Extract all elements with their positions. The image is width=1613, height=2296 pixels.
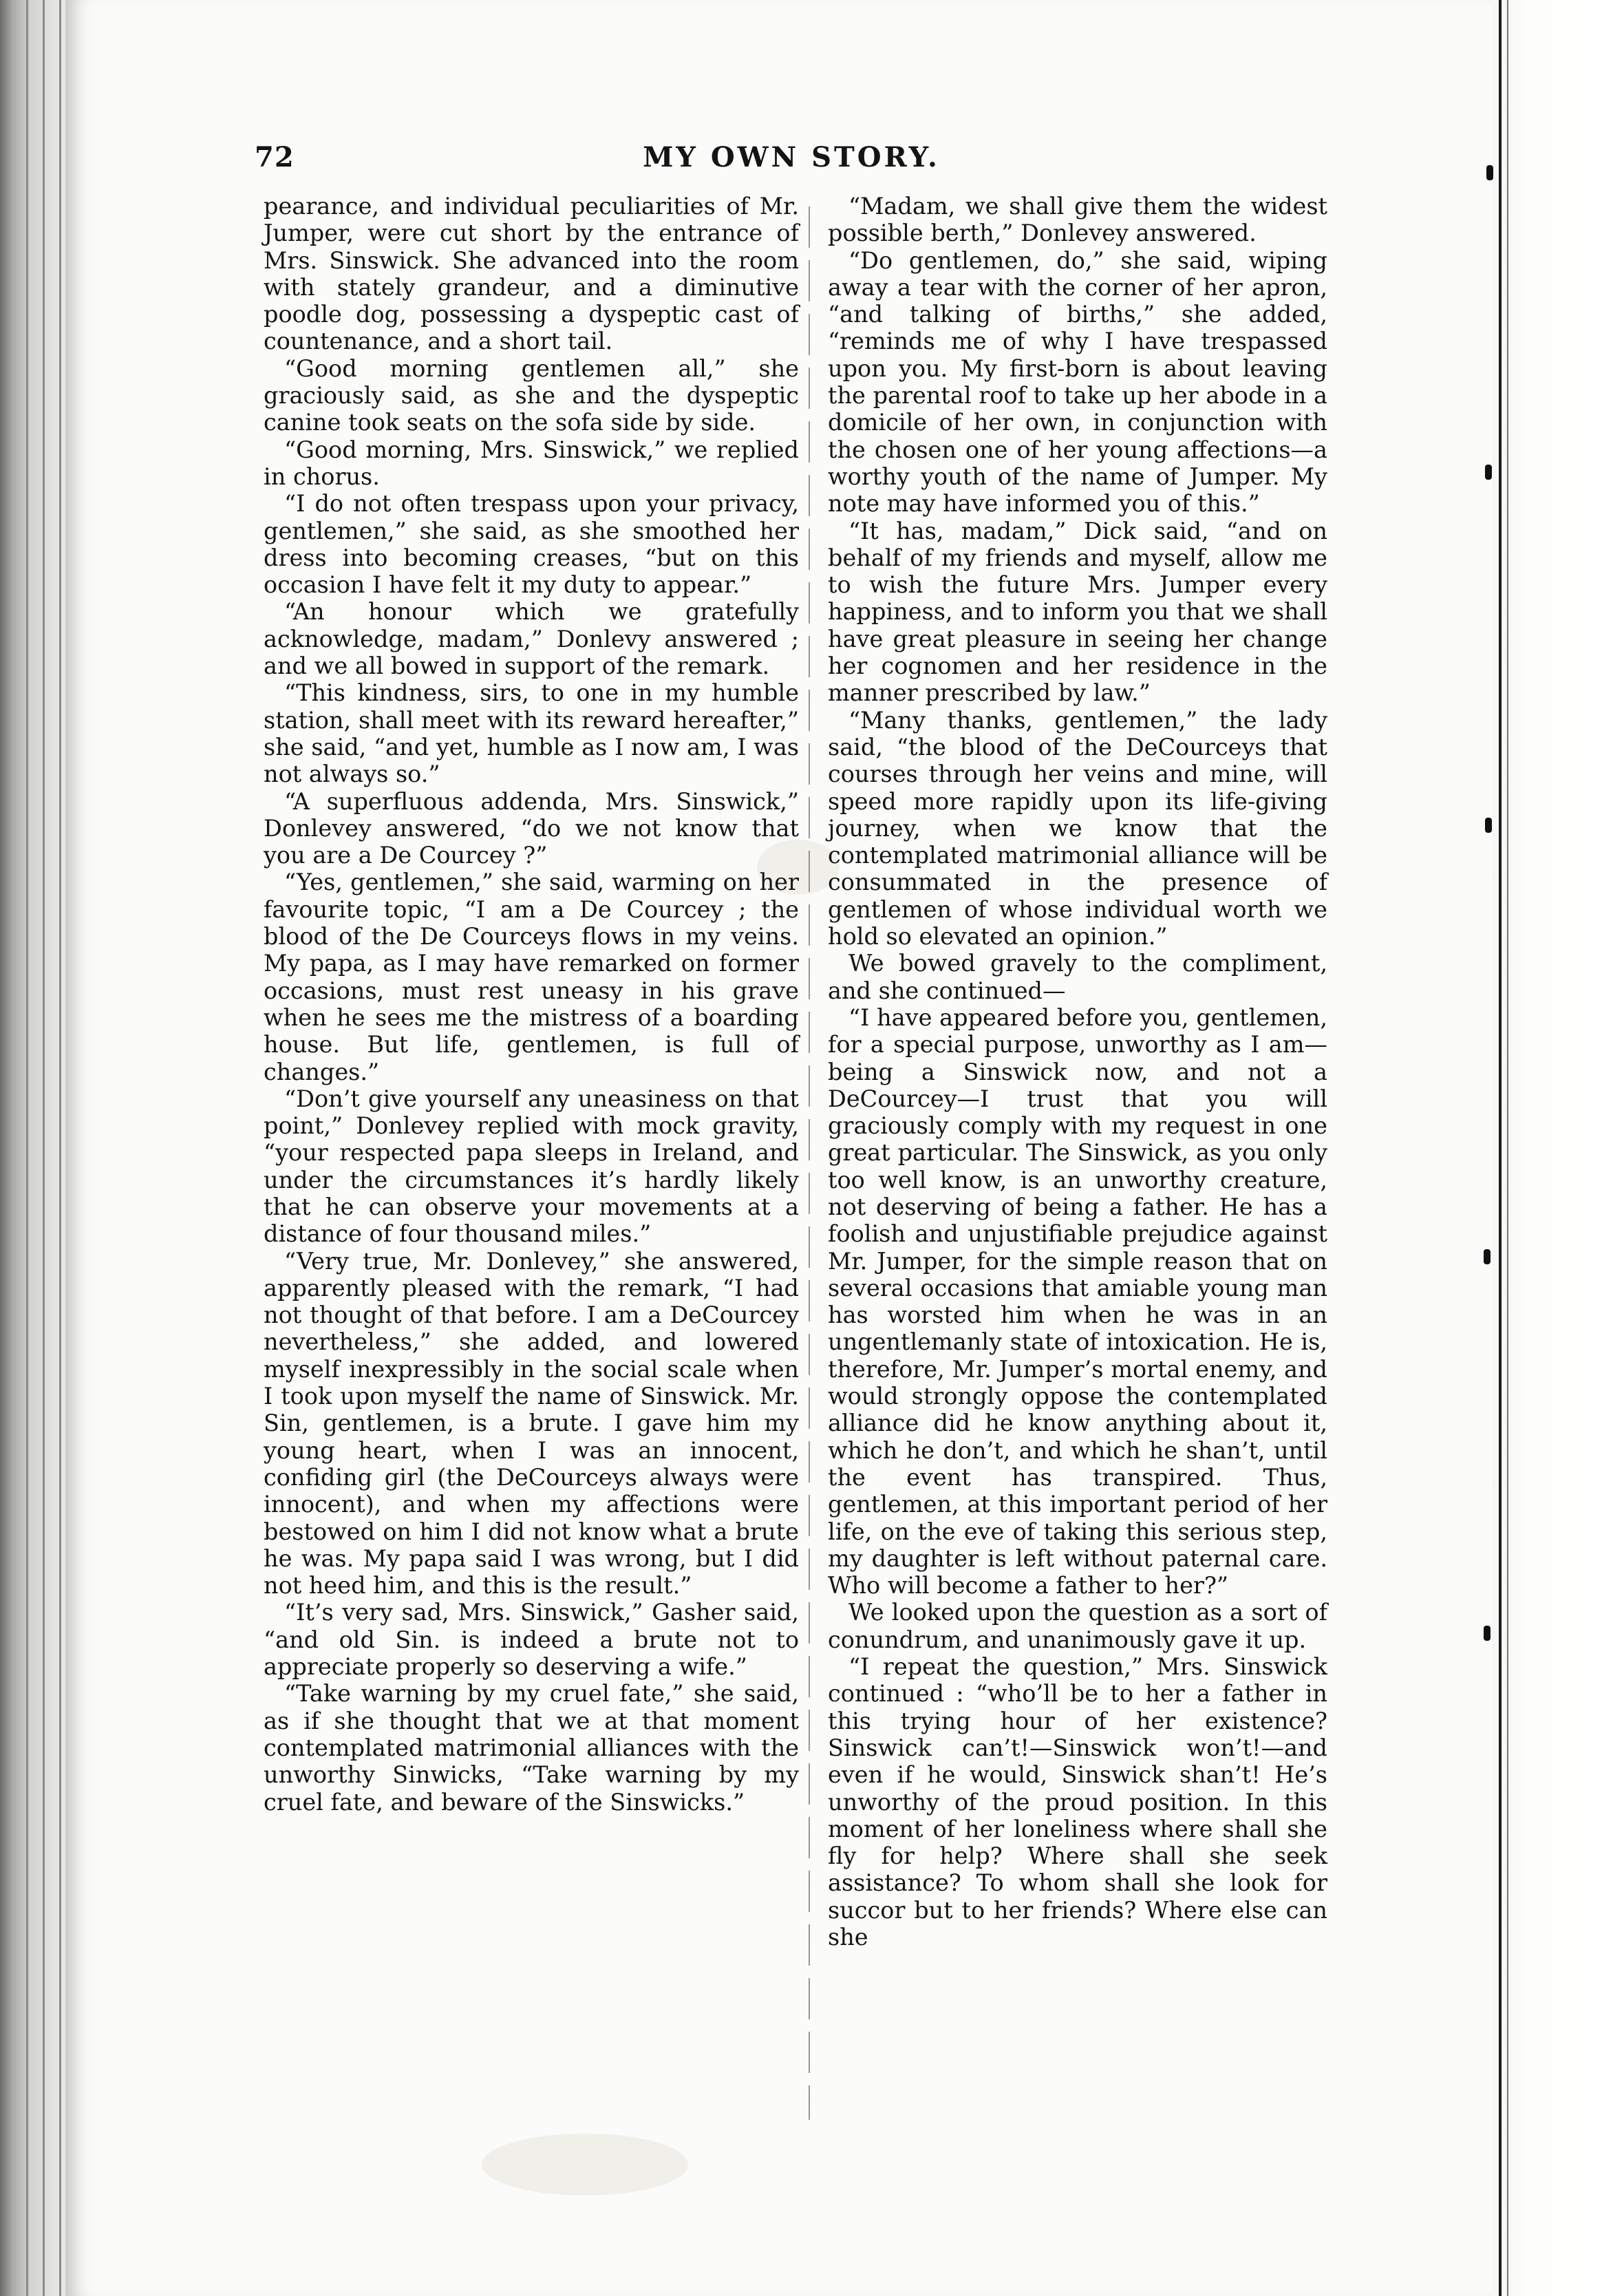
paragraph: “I have appeared before you, gentlemen, for a special purpose, unworthy as I am—being a Sinswick now, and not a DeCourcey—I trust that you will graciously comply with my request in one great particular. The Sinswick, as you only too well know, is an unworthy creature, not deserving of being a father. He has a foolish and unjustifiable prejudice against Mr. Jumper, for the simple reason that on several occasions that amiable young man has worsted him when he was in an ungentlemanly state of intoxication. He is, therefore, Mr. Jumper’s mortal enemy, and would strongly oppose the contemplated alliance did he know anything about it, which he don’t, and which he shan’t, until the event has transpired. Thus, gentlemen, at this important period of her life, on the eve of taking this serious step, my daughter is left without paternal care. Who will become a father to her?” [828, 1003, 1327, 1599]
edge-mark [1485, 465, 1492, 480]
paragraph: “It has, madam,” Dick said, “and on behalf of my friends and myself, allow me to wish the future Mrs. Jumper every happiness, and to inform you that we shall have great pleasure in seeing her change her cognomen and her residence in the manner prescribed by law.” [828, 517, 1327, 707]
paragraph: “Very true, Mr. Donlevey,” she answered, apparently pleased with the remark, “I had not thought of that before. I am a DeCourcey nevertheless,” she added, and lowered myself inexpressibly in the social scale when I took upon myself the name of Sinswick. Mr. Sin, gentlemen, is a brute. I gave him my young heart, when I was an innocent, confiding girl (the DeCourceys always were innocent), and when my affections were bestowed on him I did not know what a brute he was. My papa said I was wrong, but I did not heed him, and this is the result.” [264, 1247, 799, 1599]
page-stain [482, 2134, 688, 2196]
page-number: 72 [255, 141, 295, 173]
paragraph: “Good morning, Mrs. Sinswick,” we replied in chorus. [264, 436, 799, 490]
right-text-column [828, 193, 1327, 1950]
spine-line [43, 0, 45, 2296]
paragraph: “Take warning by my cruel fate,” she said, as if she thought that we at that moment contemplated matrimonial alliances with the unworthy Sinwicks, “Take warning by my cruel fate, and beware of the Sinswicks.” [264, 1680, 799, 1816]
paragraph: We looked upon the question as a sort of conundrum, and unanimously gave it up. [828, 1599, 1327, 1653]
paragraph: “This kindness, sirs, to one in my humble station, shall meet with its reward hereafter,” she said, “and yet, humble as I now am, I was not always so.” [264, 679, 799, 788]
paragraph: pearance, and individual peculiarities of Mr. Jumper, were cut short by the entrance of Mrs. Sinswick. She advanced into the room with stately grandeur, and a diminutive poodle dog, possessing a dyspeptic cast of countenance, and a short tail. [264, 193, 799, 355]
paragraph: “An honour which we gratefully acknowledge, madam,” Donlevy answered ; and we all bowed in support of the remark. [264, 598, 799, 680]
edge-mark [1485, 818, 1492, 833]
edge-mark [1484, 1249, 1491, 1264]
spine-line [26, 0, 28, 2296]
paragraph: “Good morning gentlemen all,” she graciously said, as she and the dyspeptic canine took seats on the sofa side by side. [264, 354, 799, 436]
paragraph: “I repeat the question,” Mrs. Sinswick continued : “who’ll be to her a father in this trying hour of her existence? Sinswick can’t!—Sinswick won’t!—and even if he would, Sinswick shan’t! He’s unworthy of the proud position. In this moment of her loneliness where shall she fly for help? Where shall she seek assistance? To whom shall she look for succor but to her friends? Where else can she [828, 1653, 1327, 1950]
left-text-column [264, 193, 799, 1816]
paragraph: “Don’t give yourself any uneasiness on that point,” Donlevey replied with mock gravity, “your respected papa sleeps in Ireland, and under the circumstances it’s hardly likely that he can observe your movements at a distance of four thousand miles.” [264, 1085, 799, 1248]
paragraph: “I do not often trespass upon your privacy, gentlemen,” she said, as she smoothed her dress into becoming creases, “but on this occasion I have felt it my duty to appear.” [264, 490, 799, 599]
column-divider [809, 206, 810, 2120]
paragraph: “A superfluous addenda, Mrs. Sinswick,” Donlevey answered, “do we not know that you are a De Courcey ?” [264, 787, 799, 869]
running-head [255, 141, 1328, 182]
page-edge [1492, 0, 1613, 2296]
edge-mark [1484, 1626, 1491, 1641]
page-edge-rule [1507, 0, 1508, 2296]
page-edge-rule [1499, 0, 1502, 2296]
paragraph: “Madam, we shall give them the widest possible berth,” Donlevey answered. [828, 193, 1327, 247]
edge-mark [1486, 165, 1493, 180]
paragraph: We bowed gravely to the compliment, and she continued— [828, 950, 1327, 1004]
paragraph: “It’s very sad, Mrs. Sinswick,” Gasher said, “and old Sin. is indeed a brute not to appreciate properly so deserving a wife.” [264, 1599, 799, 1681]
spine-line [59, 0, 61, 2296]
paragraph: “Yes, gentlemen,” she said, warming on her favourite topic, “I am a De Courcey ; the blood of the De Courceys flows in my veins. My papa, as I may have remarked on former occasions, must rest uneasy in his grave when he sees me the mistress of a boarding house. But life, gentlemen, is full of changes.” [264, 869, 799, 1085]
paragraph: “Do gentlemen, do,” she said, wiping away a tear with the corner of her apron, “and talking of births,” she added, “reminds me of why I have trespassed upon you. My first-born is about leaving the parental roof to take up her abode in a domicile of her own, in conjunction with the chosen one of her young affections—a worthy youth of the name of Jumper. My note may have informed you of this.” [828, 246, 1327, 518]
paragraph: “Many thanks, gentlemen,” the lady said, “the blood of the DeCourceys that courses through her veins and mine, will speed more rapidly upon its life-giving journey, when we know that the contemplated matrimonial alliance will be consummated in the presence of gentlemen of whose individual worth we hold so elevated an opinion.” [828, 706, 1327, 950]
running-title: MY OWN STORY. [643, 141, 940, 173]
